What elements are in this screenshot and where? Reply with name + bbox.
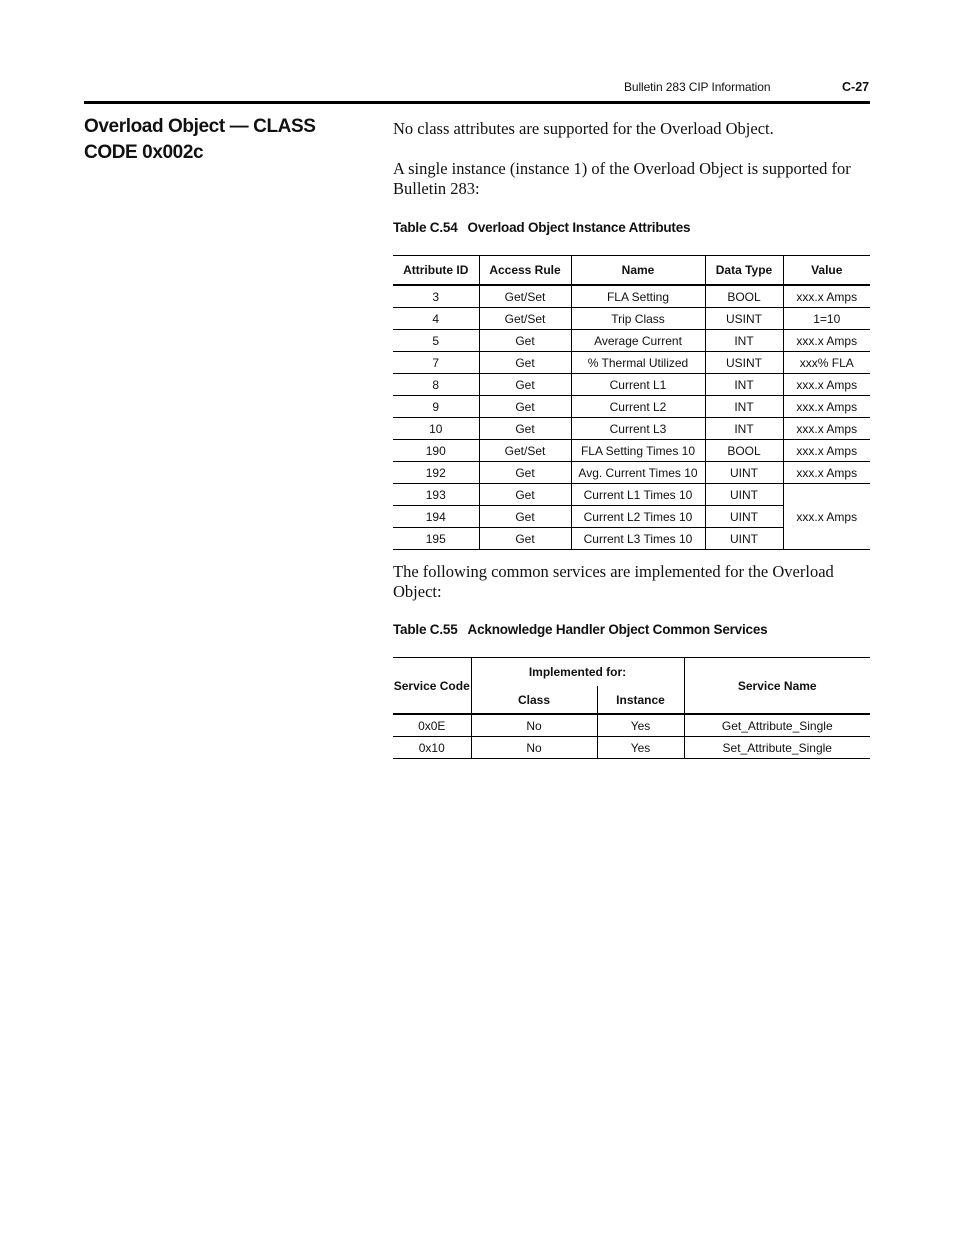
cell-value: xxx.x Amps bbox=[783, 440, 870, 462]
running-header-title: Bulletin 283 CIP Information bbox=[624, 80, 771, 94]
table-row bbox=[393, 374, 870, 396]
cell-access-rule: Get/Set bbox=[479, 285, 571, 308]
cell-class: No bbox=[471, 737, 597, 759]
paragraph-instance-support: A single instance (instance 1) of the Overload Object is supported for Bulletin 283: bbox=[393, 159, 851, 198]
section-heading: Overload Object — CLASS CODE 0x002c bbox=[84, 116, 316, 163]
cell-attribute-id: 3 bbox=[393, 285, 479, 308]
header-instance: Instance bbox=[597, 686, 684, 714]
header-attribute-id: Attribute ID bbox=[393, 256, 479, 286]
cell-data-type: INT bbox=[705, 396, 783, 418]
table-row bbox=[393, 737, 870, 759]
cell-service-code: 0x10 bbox=[393, 737, 471, 759]
cell-name: Current L3 Times 10 bbox=[571, 528, 705, 550]
paragraph-common-services: The following common services are implemented for the Overload Object: bbox=[393, 562, 834, 601]
cell-value: 1=10 bbox=[783, 308, 870, 330]
cell-data-type: INT bbox=[705, 418, 783, 440]
cell-access-rule: Get bbox=[479, 528, 571, 550]
cell-access-rule: Get bbox=[479, 374, 571, 396]
cell-attribute-id: 10 bbox=[393, 418, 479, 440]
cell-access-rule: Get bbox=[479, 484, 571, 506]
cell-access-rule: Get/Set bbox=[479, 308, 571, 330]
cell-data-type: USINT bbox=[705, 308, 783, 330]
cell-attribute-id: 5 bbox=[393, 330, 479, 352]
cell-attribute-id: 193 bbox=[393, 484, 479, 506]
cell-access-rule: Get bbox=[479, 352, 571, 374]
cell-name: FLA Setting Times 10 bbox=[571, 440, 705, 462]
cell-access-rule: Get bbox=[479, 330, 571, 352]
header-name: Name bbox=[571, 256, 705, 286]
cell-attribute-id: 194 bbox=[393, 506, 479, 528]
cell-value: xxx.x Amps bbox=[783, 418, 870, 440]
cell-instance: Yes bbox=[597, 714, 684, 737]
cell-value-merged: xxx.x Amps bbox=[783, 484, 870, 550]
cell-attribute-id: 8 bbox=[393, 374, 479, 396]
table-title: Overload Object Instance Attributes bbox=[467, 220, 691, 235]
page-number: C-27 bbox=[842, 80, 870, 94]
paragraph-class-attributes: No class attributes are supported for the Overload Object. bbox=[393, 119, 774, 138]
header-rule bbox=[84, 101, 870, 104]
cell-access-rule: Get bbox=[479, 396, 571, 418]
table-row bbox=[393, 440, 870, 462]
table-header-row bbox=[393, 256, 870, 286]
table-row bbox=[393, 285, 870, 308]
cell-service-name: Set_Attribute_Single bbox=[684, 737, 870, 759]
header-access-rule: Access Rule bbox=[479, 256, 571, 286]
cell-name: Current L2 bbox=[571, 396, 705, 418]
cell-data-type: BOOL bbox=[705, 440, 783, 462]
cell-instance: Yes bbox=[597, 737, 684, 759]
cell-data-type: INT bbox=[705, 374, 783, 396]
header-class: Class bbox=[471, 686, 597, 714]
cell-access-rule: Get/Set bbox=[479, 440, 571, 462]
table-number: Table C.55 bbox=[393, 622, 458, 637]
cell-name: % Thermal Utilized bbox=[571, 352, 705, 374]
cell-name: Current L2 Times 10 bbox=[571, 506, 705, 528]
cell-value: xxx.x Amps bbox=[783, 374, 870, 396]
table-title: Acknowledge Handler Object Common Services bbox=[467, 622, 768, 637]
header-service-code: Service Code bbox=[393, 658, 471, 715]
cell-attribute-id: 4 bbox=[393, 308, 479, 330]
cell-data-type: USINT bbox=[705, 352, 783, 374]
header-implemented-for: Implemented for: bbox=[471, 658, 684, 687]
table-row bbox=[393, 308, 870, 330]
cell-value: xxx% FLA bbox=[783, 352, 870, 374]
cell-data-type: UINT bbox=[705, 506, 783, 528]
table-row bbox=[393, 462, 870, 484]
table-row bbox=[393, 330, 870, 352]
cell-data-type: UINT bbox=[705, 462, 783, 484]
cell-data-type: UINT bbox=[705, 484, 783, 506]
table-number: Table C.54 bbox=[393, 220, 458, 235]
cell-name: Trip Class bbox=[571, 308, 705, 330]
cell-attribute-id: 192 bbox=[393, 462, 479, 484]
table-row bbox=[393, 484, 870, 506]
cell-attribute-id: 9 bbox=[393, 396, 479, 418]
common-services-table bbox=[393, 657, 870, 759]
header-service-name: Service Name bbox=[684, 658, 870, 715]
cell-name: Current L1 Times 10 bbox=[571, 484, 705, 506]
cell-name: Average Current bbox=[571, 330, 705, 352]
cell-attribute-id: 190 bbox=[393, 440, 479, 462]
cell-attribute-id: 195 bbox=[393, 528, 479, 550]
table-row bbox=[393, 396, 870, 418]
cell-name: Current L1 bbox=[571, 374, 705, 396]
table-row bbox=[393, 714, 870, 737]
instance-attributes-table bbox=[393, 255, 870, 550]
table-row bbox=[393, 352, 870, 374]
cell-data-type: UINT bbox=[705, 528, 783, 550]
cell-attribute-id: 7 bbox=[393, 352, 479, 374]
header-value: Value bbox=[783, 256, 870, 286]
cell-access-rule: Get bbox=[479, 462, 571, 484]
header-data-type: Data Type bbox=[705, 256, 783, 286]
cell-data-type: INT bbox=[705, 330, 783, 352]
cell-access-rule: Get bbox=[479, 506, 571, 528]
cell-name: Avg. Current Times 10 bbox=[571, 462, 705, 484]
cell-name: Current L3 bbox=[571, 418, 705, 440]
table-caption-services bbox=[393, 622, 767, 637]
table-header-row bbox=[393, 658, 870, 687]
table-row bbox=[393, 418, 870, 440]
cell-value: xxx.x Amps bbox=[783, 462, 870, 484]
cell-value: xxx.x Amps bbox=[783, 285, 870, 308]
cell-access-rule: Get bbox=[479, 418, 571, 440]
cell-service-name: Get_Attribute_Single bbox=[684, 714, 870, 737]
table-caption-attributes bbox=[393, 220, 690, 235]
cell-class: No bbox=[471, 714, 597, 737]
cell-value: xxx.x Amps bbox=[783, 396, 870, 418]
cell-value: xxx.x Amps bbox=[783, 330, 870, 352]
cell-data-type: BOOL bbox=[705, 285, 783, 308]
cell-service-code: 0x0E bbox=[393, 714, 471, 737]
cell-name: FLA Setting bbox=[571, 285, 705, 308]
